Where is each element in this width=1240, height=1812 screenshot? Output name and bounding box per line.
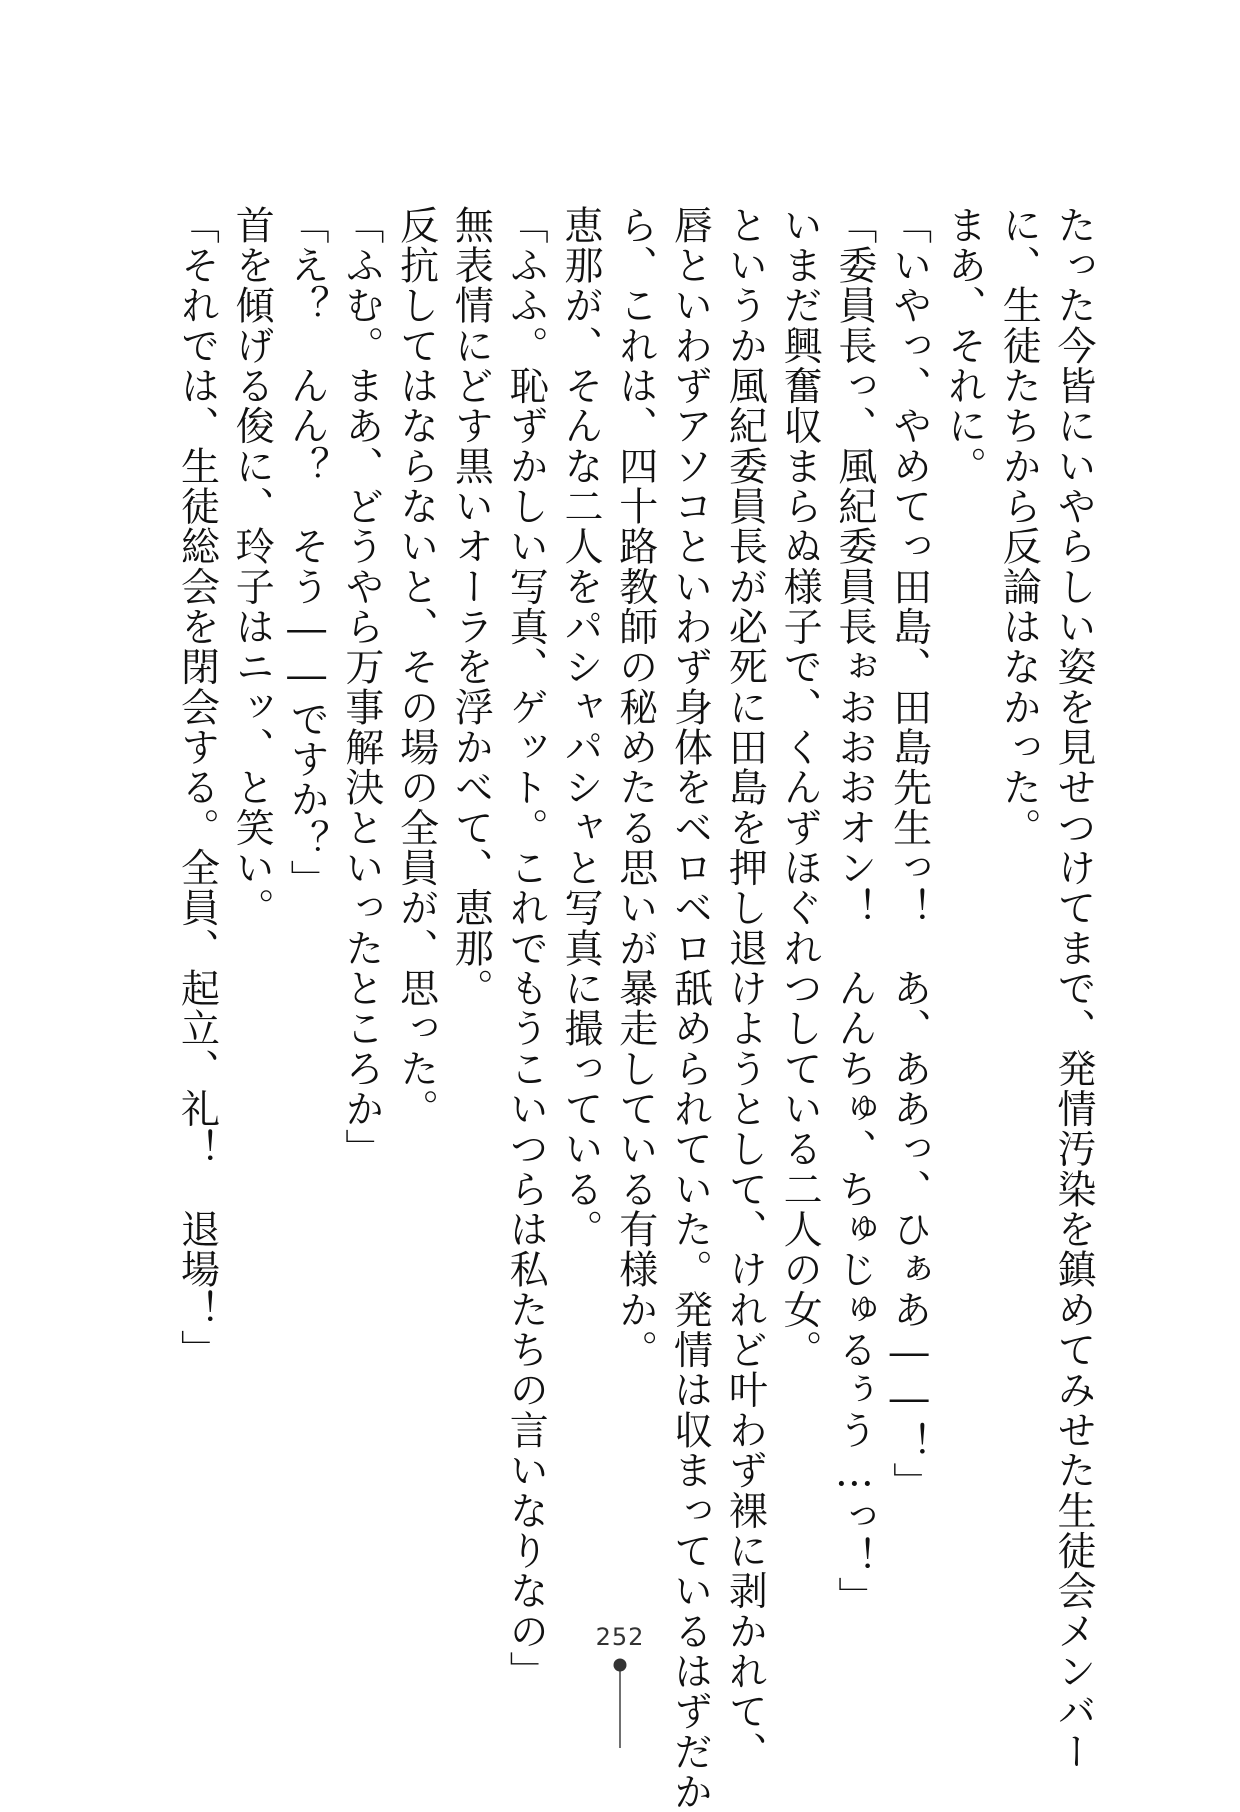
text-line: 「委員長っ、風紀委員長ぉおおおオン！ んんちゅ、ちゅじゅるぅう…っ！」 — [831, 205, 877, 1617]
text-line: 唇といわずアソコといわず身体をベロベロ舐められていた。発情は収まっているはずだか — [667, 205, 713, 1812]
text-line: 「ふむ。まあ、どうやら万事解決といったところか」 — [338, 205, 384, 1170]
text-line: 「それでは、生徒総会を閉会する。全員、起立、礼！ 退場！」 — [174, 205, 220, 1370]
text-line: 「いやっ、やめてっ田島、田島先生っ！ あ、ああっ、ひぁあ――！」 — [886, 205, 932, 1503]
text-line: まあ、それに。 — [941, 205, 987, 487]
text-line: というか風紀委員長が必死に田島を押し退けようとして、けれど叶わず裸に剥かれて、 — [722, 205, 768, 1772]
text-line: 恵那が、そんな二人をパシャパシャと写真に撮っている。 — [557, 205, 603, 1250]
text-line: 首を傾げる俊に、玲子はニッ、と笑い。 — [229, 205, 275, 929]
text-line: 反抗してはならないと、その場の全員が、思った。 — [393, 205, 439, 1129]
text-line: たった今皆にいやらしい姿を見せつけてまで、発情汚染を鎮めてみせた生徒会メンバー — [1051, 205, 1096, 1772]
text-line: に、生徒たちから反論はなかった。 — [996, 205, 1042, 848]
page-marker-icon — [613, 1658, 627, 1748]
text-line: 「ふふ。恥ずかしい写真、ゲット。これでもうこいつらは私たちの言いなりなの」 — [503, 205, 549, 1692]
text-line: 「え？ んん？ そう――ですか？」 — [284, 205, 330, 900]
text-line: ら、これは、四十路教師の秘めたる思いが暴走している有様か。 — [612, 205, 658, 1370]
text-line: いまだ興奮収まらぬ様子で、くんずほぐれつしている二人の女。 — [777, 205, 823, 1370]
text-line: 無表情にどす黒いオーラを浮かべて、恵那。 — [448, 205, 494, 1009]
page-number: 252 — [595, 1623, 645, 1651]
